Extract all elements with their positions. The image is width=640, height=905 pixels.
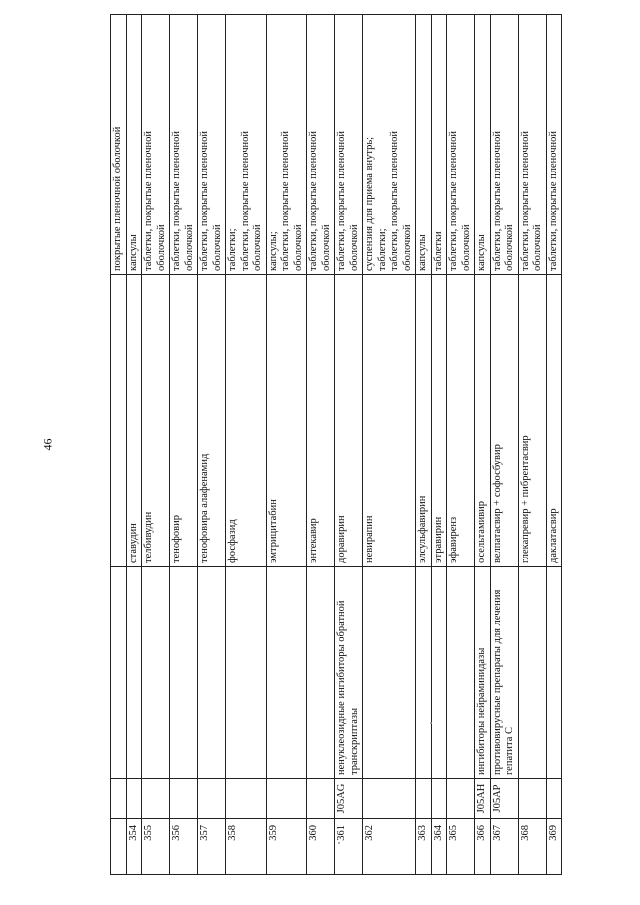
drug-name	[518, 275, 546, 567]
drug-name	[226, 275, 267, 567]
drug-name-line: глекапревир + пибрентасвир	[519, 435, 531, 563]
dosage-forms	[447, 15, 475, 275]
drug-name	[111, 275, 127, 567]
table-row	[416, 15, 432, 875]
dosage-forms	[490, 15, 518, 275]
dosage-forms-line: таблетки, покрытые пленочной	[171, 130, 182, 271]
dosage-forms-line: оболочкой	[252, 224, 263, 271]
rotated-page	[110, 15, 580, 875]
dosage-forms-line: таблетки, покрытые пленочной	[239, 130, 251, 271]
row-number: 357	[198, 819, 226, 875]
dosage-forms	[198, 15, 226, 275]
row-number	[111, 819, 127, 875]
pharm-group	[266, 567, 307, 779]
atc-code	[170, 779, 198, 819]
dosage-forms-line: таблетки, покрытые пленочной	[336, 130, 347, 271]
drug-name-line: телбивудин	[143, 511, 154, 563]
row-number: 360	[307, 819, 335, 875]
dosage-forms-line: оболочкой	[155, 224, 167, 271]
dosage-forms	[111, 15, 127, 275]
atc-code: J05AH	[475, 779, 491, 819]
scan-speck	[430, 722, 432, 724]
pharm-group-line: ингибиторы нейраминидазы	[476, 647, 487, 775]
dosage-forms	[335, 15, 363, 275]
pharm-group	[518, 567, 546, 779]
pharm-group	[416, 567, 432, 779]
dosage-forms-line: таблетки, покрытые пленочной	[308, 130, 319, 271]
pharm-group	[170, 567, 198, 779]
drug-name-line: невирапин	[364, 515, 375, 563]
atc-code	[363, 779, 416, 819]
table-row	[363, 15, 416, 875]
row-number: 354	[126, 819, 142, 875]
drug-name	[142, 275, 170, 567]
dosage-forms-line: оболочкой	[348, 224, 360, 271]
dosage-forms-line: оболочкой	[401, 224, 413, 271]
drug-name-line: энтекавир	[308, 518, 319, 563]
table-row	[335, 15, 363, 875]
atc-code	[266, 779, 307, 819]
dosage-forms	[126, 15, 142, 275]
scan-speck	[338, 842, 340, 844]
dosage-forms-line: таблетки, покрытые пленочной	[280, 130, 291, 271]
atc-code	[226, 779, 267, 819]
dosage-forms	[546, 15, 562, 275]
dosage-forms-line: оболочкой	[532, 224, 543, 271]
drug-name	[490, 275, 518, 567]
pharm-group	[198, 567, 226, 779]
table-row	[431, 15, 447, 875]
row-number: 363	[416, 819, 432, 875]
row-number: 358	[226, 819, 267, 875]
drug-name-line: даклатасвир	[547, 508, 559, 563]
atc-code	[198, 779, 226, 819]
atc-code	[142, 779, 170, 819]
table-row	[142, 15, 170, 875]
dosage-forms	[363, 15, 416, 275]
atc-code: J05AP	[490, 779, 518, 819]
drug-name-line: велпатасвир + софосбувир	[491, 444, 503, 563]
drug-name	[546, 275, 562, 567]
pharm-group-line: гепатита С	[504, 726, 515, 775]
drug-name-line: доравирин	[336, 515, 347, 563]
pharm-group	[126, 567, 142, 779]
dosage-forms	[266, 15, 307, 275]
dosage-forms-line: таблетки, покрытые пленочной	[448, 130, 459, 271]
drug-name	[170, 275, 198, 567]
drug-name-line: тенофовира алафенамид	[199, 453, 210, 563]
atc-code	[518, 779, 546, 819]
pharm-group	[475, 567, 491, 779]
pharm-group	[431, 567, 447, 779]
dosage-forms-line: таблетки, покрытые пленочной	[199, 130, 210, 271]
table-row	[170, 15, 198, 875]
dosage-forms-line: оболочкой	[211, 224, 223, 271]
table-row	[546, 15, 562, 875]
row-number: 355	[142, 819, 170, 875]
atc-code	[431, 779, 447, 819]
dosage-forms-line: капсулы	[476, 234, 487, 271]
row-number: 368	[518, 819, 546, 875]
dosage-forms	[431, 15, 447, 275]
row-number: 364	[431, 819, 447, 875]
drug-name-line: фосфазид	[227, 519, 238, 563]
table-row	[307, 15, 335, 875]
table-row	[490, 15, 518, 875]
atc-code	[111, 779, 127, 819]
atc-code	[307, 779, 335, 819]
pharm-group	[335, 567, 363, 779]
dosage-forms-line: таблетки, покрытые пленочной	[491, 130, 503, 271]
pharm-group	[111, 567, 127, 779]
row-number: 356	[170, 819, 198, 875]
table-row	[198, 15, 226, 875]
dosage-forms-line: таблетки, покрытые пленочной	[143, 130, 154, 271]
row-number: 365	[447, 819, 475, 875]
dosage-forms-line: таблетки	[432, 231, 444, 271]
pharm-group-line: транскриптазы	[348, 707, 360, 775]
drug-name-line: этравирин	[432, 516, 444, 563]
table-row	[111, 15, 127, 875]
dosage-forms-line: оболочкой	[320, 224, 332, 271]
dosage-forms-line: таблетки, покрытые пленочной	[547, 130, 559, 271]
dosage-forms-line: капсулы;	[267, 231, 279, 271]
dosage-forms-line: капсулы	[127, 234, 139, 271]
dosage-forms	[475, 15, 491, 275]
table-row	[518, 15, 546, 875]
dosage-forms	[416, 15, 432, 275]
page-number: 46	[40, 438, 55, 451]
drug-name	[431, 275, 447, 567]
drug-name-line: ставудин	[127, 523, 139, 563]
drug-name	[335, 275, 363, 567]
pharm-group	[226, 567, 267, 779]
dosage-forms-line: оболочкой	[292, 224, 304, 271]
dosage-forms-line: таблетки, покрытые пленочной	[389, 130, 400, 271]
dosage-forms-line: оболочкой	[460, 224, 472, 271]
table-row	[126, 15, 142, 875]
table-row	[447, 15, 475, 875]
dosage-forms	[170, 15, 198, 275]
drug-name	[416, 275, 432, 567]
atc-code	[416, 779, 432, 819]
dosage-forms-line: оболочкой	[504, 224, 515, 271]
atc-code	[126, 779, 142, 819]
dosage-forms-line: оболочкой	[183, 224, 195, 271]
dosage-forms	[142, 15, 170, 275]
row-number: 359	[266, 819, 307, 875]
row-number: 366	[475, 819, 491, 875]
pharm-group	[307, 567, 335, 779]
dosage-forms-line: капсулы	[417, 234, 428, 271]
table-row	[226, 15, 267, 875]
dosage-forms	[518, 15, 546, 275]
drug-name	[266, 275, 307, 567]
drug-name-line: элсульфавирин	[417, 495, 428, 563]
dosage-forms-line: таблетки;	[227, 228, 238, 271]
row-number: 361	[335, 819, 363, 875]
dosage-forms-line: суспензия для приема внутрь;	[364, 136, 375, 271]
atc-code	[546, 779, 562, 819]
dosage-forms-line: таблетки;	[376, 228, 388, 271]
dosage-forms	[226, 15, 267, 275]
drug-name-line: осельтамивир	[476, 500, 487, 563]
pharm-group	[490, 567, 518, 779]
atc-code: J05AG	[335, 779, 363, 819]
drug-name-line: эмтрицитабин	[267, 499, 279, 563]
pharm-group	[447, 567, 475, 779]
drug-name	[363, 275, 416, 567]
row-number: 369	[546, 819, 562, 875]
pharm-group	[142, 567, 170, 779]
table-row	[475, 15, 491, 875]
dosage-forms-line: таблетки, покрытые пленочной	[519, 130, 531, 271]
row-number: 367	[490, 819, 518, 875]
dosage-forms	[307, 15, 335, 275]
drug-name-line: эфавиренз	[448, 516, 459, 563]
drug-name	[307, 275, 335, 567]
drug-name	[475, 275, 491, 567]
pharm-group-line: ненуклеозидные ингибиторы обратной	[336, 600, 347, 775]
dosage-forms-line: покрытые пленочной оболочкой	[112, 126, 123, 271]
drug-name	[447, 275, 475, 567]
drug-name	[198, 275, 226, 567]
table-row	[266, 15, 307, 875]
drug-name-line: тенофовир	[171, 515, 182, 563]
atc-code	[447, 779, 475, 819]
pharm-group	[546, 567, 562, 779]
row-number: 362	[363, 819, 416, 875]
drug-table	[110, 14, 562, 875]
pharm-group	[363, 567, 416, 779]
pharm-group-line: противовирусные препараты для лечения	[491, 589, 503, 775]
drug-name	[126, 275, 142, 567]
